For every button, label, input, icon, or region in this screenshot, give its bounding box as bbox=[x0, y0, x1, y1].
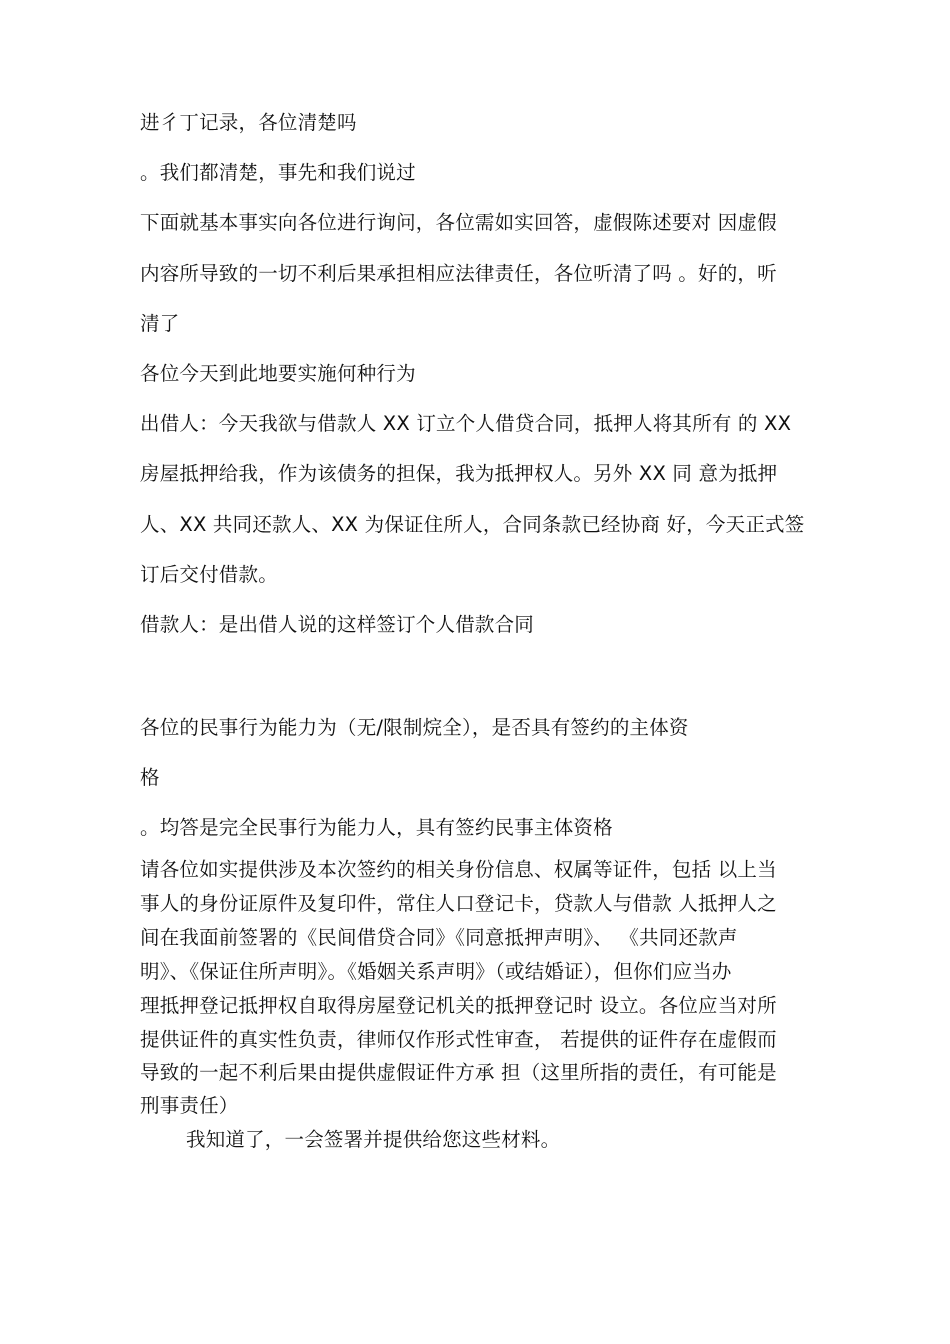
text-line-18: 明》、《保证住所声明》。《婚姻关系声明》（或结婚证），但你们应当办 bbox=[140, 960, 732, 983]
text-line-22: 刑事责任） bbox=[140, 1094, 239, 1117]
text-line-10: 订后交付借款。 bbox=[140, 563, 278, 586]
text-line-21: 导致的一起不利后果由提供虚假证件方承 担（这里所指的责任，有可能是 bbox=[140, 1061, 777, 1084]
text-line-16: 事人的身份证原件及复印件，常住人口登记卡，贷款人与借款 人抵押人之 bbox=[140, 892, 777, 915]
text-line-7: 出借人：今天我欲与借款人 XX 订立个人借贷合同，抵押人将其所有 的 XX bbox=[140, 412, 792, 435]
text-line-8: 房屋抵押给我，作为该债务的担保，我为抵押权人。另外 XX 同 意为抵押 bbox=[140, 462, 778, 485]
text-line-11: 借款人：是出借人说的这样签订个人借款合同 bbox=[140, 613, 535, 636]
text-line-13: 格 bbox=[140, 766, 160, 789]
text-line-12: 各位的民事行为能力为（无/限制烷全），是否具有签约的主体资 bbox=[140, 716, 689, 739]
text-line-19: 理抵押登记抵押权自取得房屋登记机关的抵押登记时 设立。各位应当对所 bbox=[140, 994, 777, 1017]
text-line-17: 间在我面前签署的《民间借贷合同》《同意抵押声明》、 《共同还款声 bbox=[140, 926, 738, 949]
text-line-15: 请各位如实提供涉及本次签约的相关身份信息、权属等证件，包括 以上当 bbox=[140, 858, 777, 881]
text-line-6: 各位今天到此地要实施何种行为 bbox=[140, 362, 416, 385]
text-line-20: 提供证件的真实性负责，律师仅作形式性审查， 若提供的证件存在虚假而 bbox=[140, 1028, 777, 1051]
text-line-2: 。我们都清楚，事先和我们说过 bbox=[140, 161, 416, 184]
text-line-3: 下面就基本事实向各位进行询问，各位需如实回答，虚假陈述要对 因虚假 bbox=[140, 211, 777, 234]
text-line-4: 内容所导致的一切不利后果承担相应法律责任，各位听清了吗 。好的，听 bbox=[140, 262, 777, 285]
text-line-9: 人、XX 共同还款人、XX 为保证住所人，合同条款已经协商 好，今天正式签 bbox=[140, 513, 805, 536]
text-line-14: 。均答是完全民事行为能力人，具有签约民事主体资格 bbox=[140, 816, 613, 839]
text-line-1: 进彳丁记录，各位清楚吗 bbox=[140, 111, 357, 134]
text-line-5: 清了 bbox=[140, 312, 180, 335]
text-line-23: 我知道了，一会签署并提供给您这些材料。 bbox=[186, 1128, 561, 1151]
